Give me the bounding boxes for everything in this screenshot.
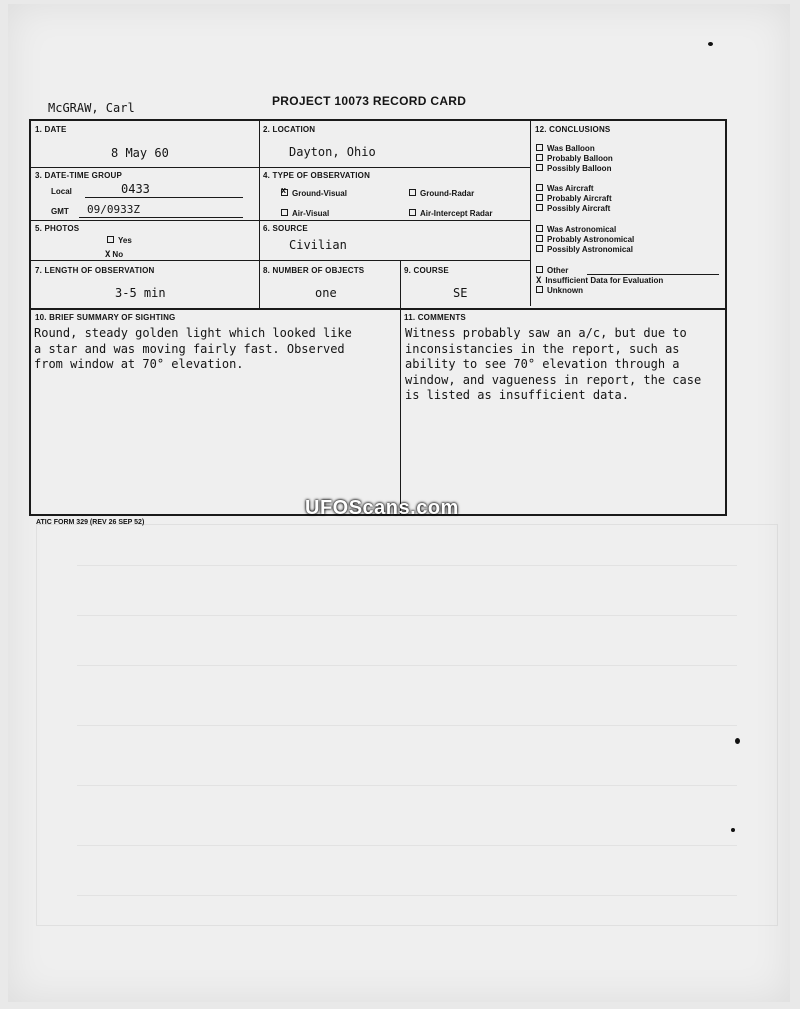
obs-air-visual[interactable]: Air-Visual — [281, 209, 329, 218]
course-value: SE — [453, 286, 468, 300]
card-title: PROJECT 10073 RECORD CARD — [272, 94, 467, 108]
speck — [708, 42, 713, 46]
record-card — [29, 119, 727, 516]
location-value: Dayton, Ohio — [289, 145, 376, 159]
source-label: 6. SOURCE — [263, 224, 308, 233]
summary-text: Round, steady golden light which looked like a star and was moving fairly fast. Observed from window at 70° elevation. — [34, 326, 352, 371]
conclusion-possibly-astronomical[interactable]: Possibly Astronomical — [536, 245, 633, 254]
num-objects-value: one — [315, 286, 337, 300]
dtg-label: 3. DATE-TIME GROUP — [35, 171, 123, 180]
gmt-label: GMT — [51, 207, 69, 216]
speck — [735, 738, 740, 744]
photos-yes[interactable]: Yes — [107, 236, 132, 245]
source-value: Civilian — [289, 238, 347, 252]
photos-no[interactable]: X No — [105, 250, 124, 260]
conclusion-probably-balloon[interactable]: Probably Balloon — [536, 154, 613, 163]
conclusion-was-aircraft[interactable]: Was Aircraft — [536, 184, 594, 193]
conclusion-was-astronomical[interactable]: Was Astronomical — [536, 225, 616, 234]
date-label: 1. DATE — [35, 125, 67, 134]
bleed-through-background — [36, 524, 778, 926]
watermark: UFOScans.com — [305, 497, 459, 519]
conclusion-probably-aircraft[interactable]: Probably Aircraft — [536, 194, 612, 203]
form-number: ATIC FORM 329 (REV 26 SEP 52) — [36, 519, 145, 526]
conclusion-other[interactable]: Other — [536, 266, 568, 275]
conclusion-was-balloon[interactable]: Was Balloon — [536, 144, 595, 153]
obs-ground-visual[interactable]: x Ground-Visual — [281, 185, 347, 198]
length-label: 7. LENGTH OF OBSERVATION — [35, 266, 155, 275]
conclusion-insufficient-data[interactable]: X Insufficient Data for Evaluation — [536, 276, 664, 286]
speck — [731, 828, 735, 832]
date-value: 8 May 60 — [111, 146, 169, 160]
obs-air-intercept-radar[interactable]: Air-Intercept Radar — [409, 209, 492, 218]
comments-text: Witness probably saw an a/c, but due to inconsistancies in the report, such as ability to see 70° elevation through a window, and vagueness in report, the case is listed as insufficient data. — [405, 326, 702, 402]
conclusion-unknown[interactable]: Unknown — [536, 286, 583, 295]
observation-type-label: 4. TYPE OF OBSERVATION — [263, 171, 371, 180]
conclusion-possibly-aircraft[interactable]: Possibly Aircraft — [536, 204, 610, 213]
conclusion-probably-astronomical[interactable]: Probably Astronomical — [536, 235, 634, 244]
local-label: Local — [51, 187, 72, 196]
summary-label: 10. BRIEF SUMMARY OF SIGHTING — [35, 313, 176, 322]
gmt-value: 09/0933Z — [87, 203, 140, 216]
local-value: 0433 — [121, 182, 150, 196]
course-label: 9. COURSE — [404, 266, 449, 275]
comments-label: 11. COMMENTS — [404, 313, 466, 322]
photos-label: 5. PHOTOS — [35, 224, 80, 233]
num-objects-label: 8. NUMBER OF OBJECTS — [263, 266, 365, 275]
conclusions-label: 12. CONCLUSIONS — [535, 125, 611, 134]
witness-name: McGRAW, Carl — [48, 101, 135, 115]
obs-ground-radar[interactable]: Ground-Radar — [409, 189, 474, 198]
location-label: 2. LOCATION — [263, 125, 316, 134]
conclusion-possibly-balloon[interactable]: Possibly Balloon — [536, 164, 611, 173]
length-value: 3-5 min — [115, 286, 166, 300]
